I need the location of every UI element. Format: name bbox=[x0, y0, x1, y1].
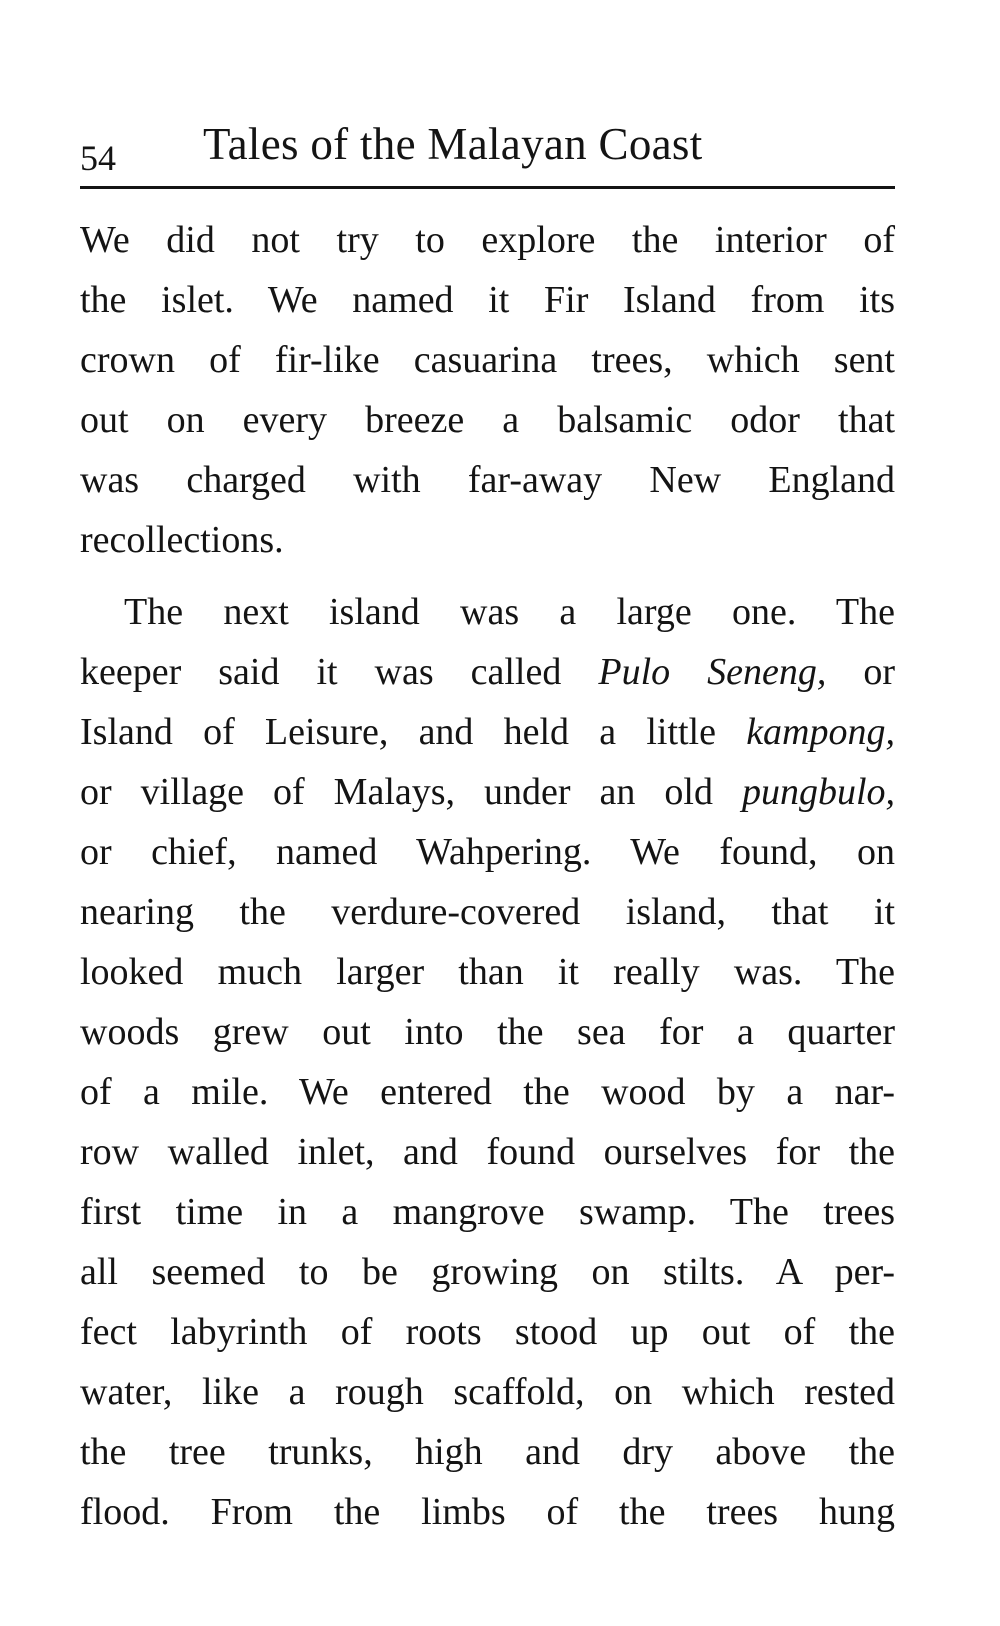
page-header bbox=[80, 116, 895, 176]
text-line: keeper said it was called Pulo Seneng, or bbox=[80, 651, 896, 693]
text-line: crown of fir-like casuarina trees, which sent bbox=[80, 339, 895, 381]
text-line: Island of Leisure, and held a little kampong, bbox=[80, 711, 895, 753]
text-line: The next island was a large one. The bbox=[124, 591, 895, 633]
text-line: looked much larger than it really was. The bbox=[80, 951, 895, 993]
italic-term: pungbulo, bbox=[741, 771, 895, 813]
text-line: We did not try to explore the interior of bbox=[80, 219, 895, 261]
text-line: or village of Malays, under an old pungbulo, bbox=[80, 771, 895, 813]
text-line: recollections. bbox=[80, 519, 284, 561]
text-line: of a mile. We entered the wood by a nar- bbox=[80, 1071, 895, 1113]
text-line: or chief, named Wahpering. We found, on bbox=[80, 831, 895, 873]
text-line: row walled inlet, and found ourselves for the bbox=[80, 1131, 895, 1173]
text-line: woods grew out into the sea for a quarter bbox=[80, 1011, 895, 1053]
running-title: Tales of the Malayan Coast bbox=[203, 119, 703, 169]
text-line: out on every breeze a balsamic odor that bbox=[80, 399, 895, 441]
text-line: the islet. We named it Fir Island from its bbox=[80, 279, 895, 321]
text-line: first time in a mangrove swamp. The trees bbox=[80, 1191, 895, 1233]
text-line: nearing the verdure-covered island, that it bbox=[80, 891, 895, 933]
text-line: water, like a rough scaffold, on which rested bbox=[80, 1371, 895, 1413]
text-line: flood. From the limbs of the trees hung bbox=[80, 1491, 895, 1533]
text-line: was charged with far-away New England bbox=[80, 459, 895, 501]
paragraph-gap bbox=[80, 570, 895, 582]
body-text bbox=[80, 210, 895, 1542]
text-line: the tree trunks, high and dry above the bbox=[80, 1431, 895, 1473]
text-line: fect labyrinth of roots stood up out of the bbox=[80, 1311, 895, 1353]
page-number: 54 bbox=[80, 138, 116, 178]
header-rule bbox=[80, 186, 895, 189]
italic-term: Pulo Seneng, bbox=[598, 651, 827, 693]
italic-term: kampong, bbox=[746, 711, 895, 753]
text-line: all seemed to be growing on stilts. A per- bbox=[80, 1251, 895, 1293]
